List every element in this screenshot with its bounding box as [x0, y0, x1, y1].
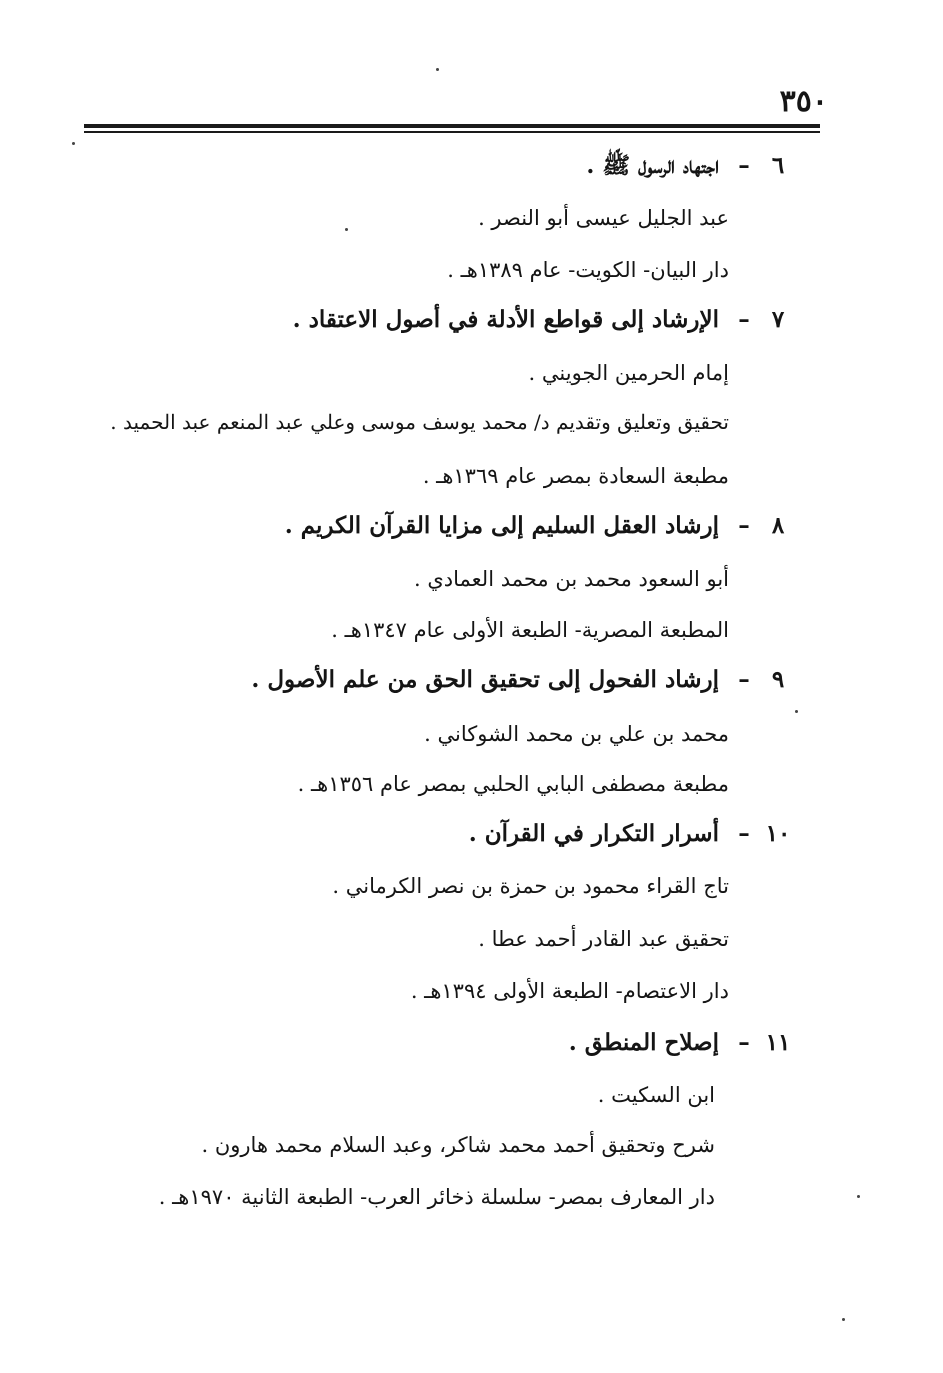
scan-speck	[857, 1195, 860, 1198]
entry-number: ١٠	[765, 820, 791, 847]
scan-speck	[72, 142, 75, 145]
entry-title: اجتهاد الرسول ﷺ .	[586, 152, 719, 179]
header-rule	[84, 124, 820, 134]
scan-speck	[436, 68, 439, 71]
entry-title: أسرار التكرار في القرآن .	[468, 820, 719, 847]
entry-7-publisher: مطبعة السعادة بمصر عام ١٣٦٩هـ .	[422, 464, 729, 488]
entry-9-heading	[251, 662, 795, 698]
entry-dash: –	[738, 666, 750, 693]
entry-dash: –	[738, 306, 750, 333]
entry-11-heading	[569, 1025, 795, 1061]
entry-dash: –	[738, 820, 750, 847]
entry-title: إرشاد الفحول إلى تحقيق الحق من علم الأصول .	[251, 666, 719, 693]
page-number: ٣٥٠	[779, 84, 828, 119]
entry-9-publisher: مطبعة مصطفى البابي الحلبي بمصر عام ١٣٥٦هـ .	[297, 772, 729, 796]
entry-number: ٧	[771, 306, 785, 333]
entry-dash: –	[738, 152, 750, 179]
entry-11-publisher: دار المعارف بمصر- سلسلة ذخائر العرب- الطبعة الثانية ١٩٧٠هـ .	[158, 1185, 715, 1209]
entry-dash: –	[738, 512, 750, 539]
entry-6-author: عبد الجليل عيسى أبو النصر .	[478, 206, 729, 230]
entry-11-editor: شرح وتحقيق أحمد محمد شاكر، وعبد السلام محمد هارون .	[201, 1133, 715, 1157]
entry-7-author: إمام الحرمين الجويني .	[528, 361, 729, 385]
entry-title: إرشاد العقل السليم إلى مزايا القرآن الكريم .	[284, 512, 719, 539]
header-rule-thick	[84, 124, 820, 128]
header-rule-thin	[84, 131, 820, 133]
entry-number: ١١	[765, 1029, 791, 1056]
entry-7-heading	[293, 302, 795, 338]
scan-speck	[842, 1318, 845, 1321]
entry-8-heading	[285, 508, 795, 544]
entry-10-publisher: دار الاعتصام- الطبعة الأولى ١٣٩٤هـ .	[410, 979, 729, 1003]
entry-8-publisher: المطبعة المصرية- الطبعة الأولى عام ١٣٤٧هـ .	[331, 618, 729, 642]
entry-number: ٦	[771, 152, 785, 179]
entry-7-editor: تحقيق وتعليق وتقديم د/ محمد يوسف موسى وعلي عبد المنعم عبد الحميد .	[110, 410, 729, 434]
entry-dash: –	[738, 1029, 750, 1056]
entry-10-editor: تحقيق عبد القادر أحمد عطا .	[478, 927, 729, 951]
entry-number: ٨	[771, 512, 785, 539]
entry-title: إصلاح المنطق .	[568, 1029, 719, 1056]
scan-speck	[795, 710, 798, 713]
entry-number: ٩	[771, 666, 785, 693]
entry-6-publisher: دار البيان- الكويت- عام ١٣٨٩هـ .	[447, 258, 729, 282]
entry-8-author: أبو السعود محمد بن محمد العمادي .	[413, 567, 729, 591]
scan-speck	[345, 228, 348, 231]
entry-6-heading	[586, 148, 795, 184]
entry-11-author: ابن السكيت .	[597, 1083, 715, 1107]
entry-title: الإرشاد إلى قواطع الأدلة في أصول الاعتقاد .	[292, 306, 719, 333]
entry-9-author: محمد بن علي بن محمد الشوكاني .	[424, 722, 729, 746]
entry-10-heading	[469, 816, 795, 852]
entry-10-author: تاج القراء محمود بن حمزة بن نصر الكرماني .	[332, 874, 729, 898]
